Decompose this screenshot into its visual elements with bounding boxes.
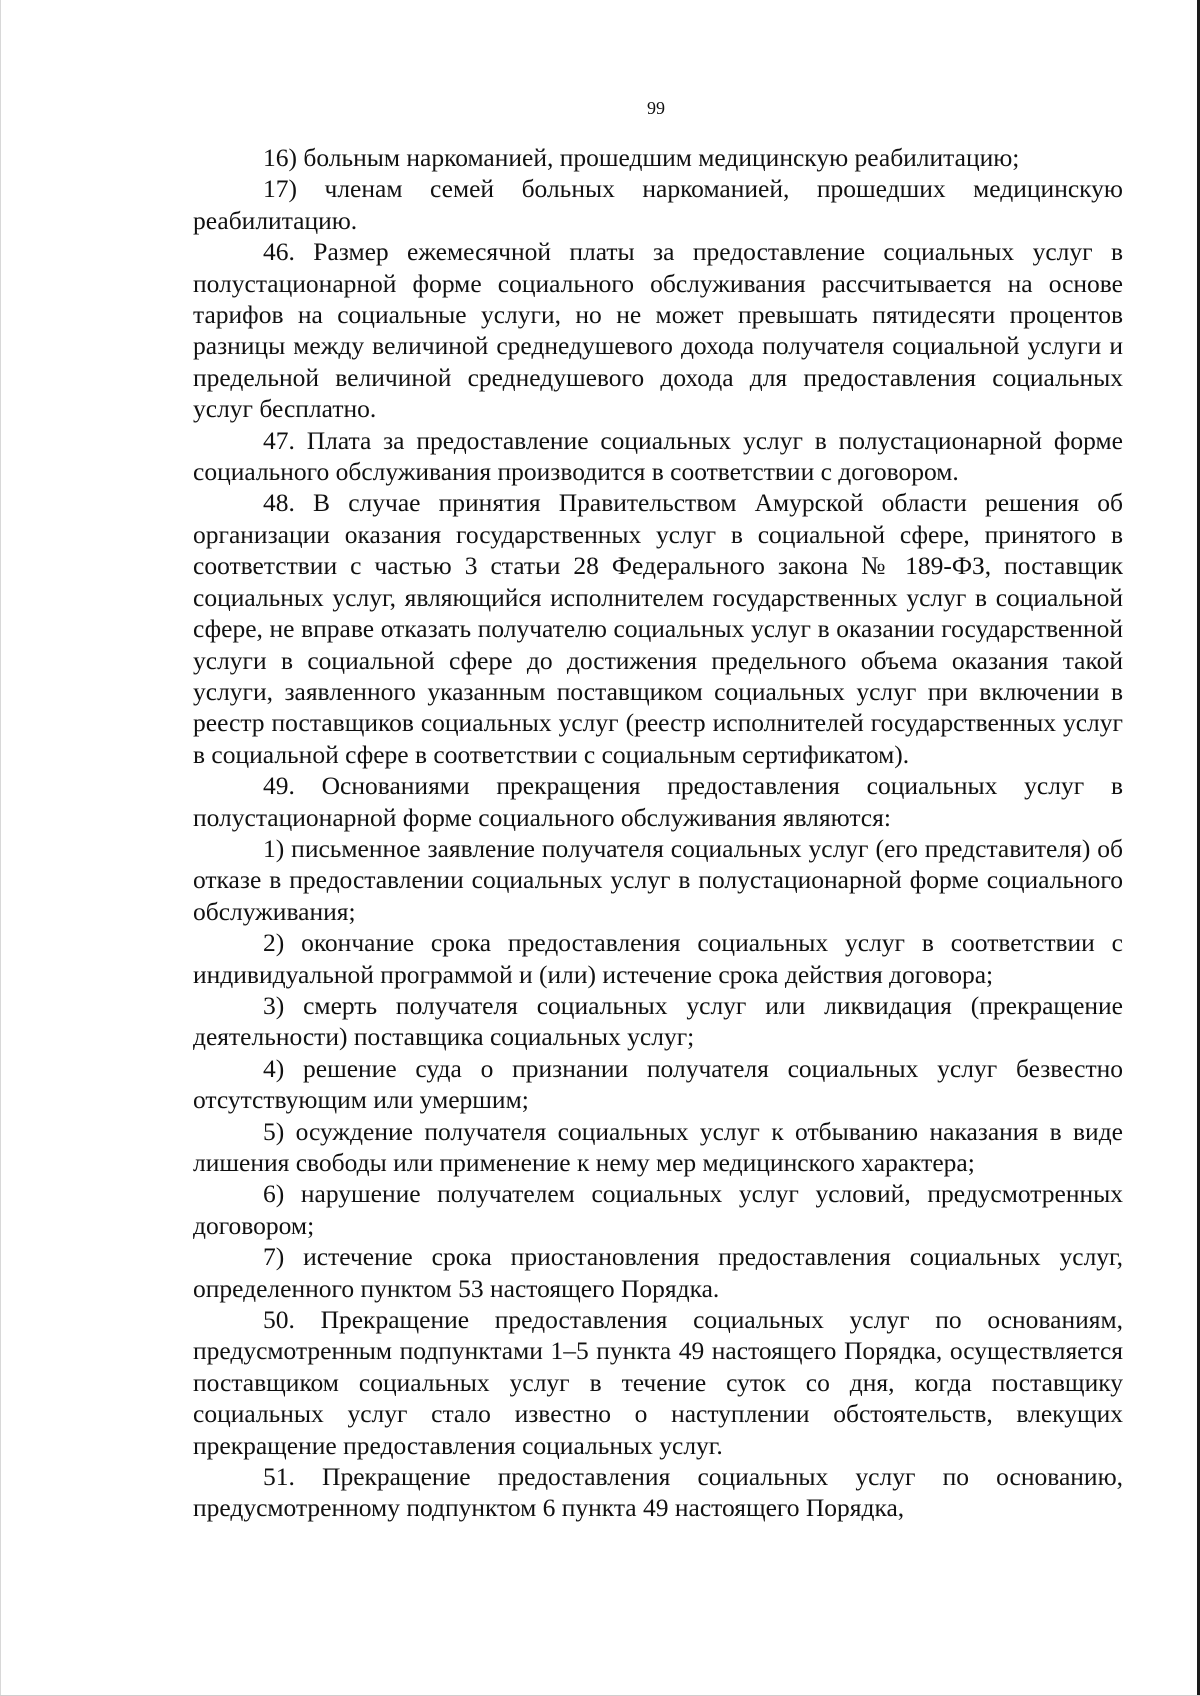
paragraph-clause-46: 46. Размер ежемесячной платы за предоставление социальных услуг в полустационарной форме социального обслуживания рассчитывается на основе тарифов на социальные услуги, но не может превышать пятидесяти процентов разницы между величиной среднедушевого дохода получателя социальной услуги и предельной величиной среднедушевого дохода для предоставления социальных услуг бесплатно. <box>193 237 1123 424</box>
paragraph-subitem-6: 6) нарушение получателем социальных услуг условий, предусмотренных договором; <box>193 1179 1123 1240</box>
document-body <box>193 142 1123 1524</box>
paragraph-subitem-5: 5) осуждение получателя социальных услуг к отбыванию наказания в виде лишения свободы или применение к нему мер медицинского характера; <box>193 1116 1123 1177</box>
paragraph-clause-51: 51. Прекращение предоставления социальных услуг по основанию, предусмотренному подпунктом 6 пункта 49 настоящего Порядка, <box>193 1462 1123 1523</box>
paragraph-clause-50: 50. Прекращение предоставления социальных услуг по основаниям, предусмотренным подпунктами 1–5 пункта 49 настоящего Порядка, осуществляется поставщиком социальных услуг в течение суток со дня, когда поставщику социальных услуг стало известно о наступлении обстоятельств, влекущих прекращение предоставления социальных услуг. <box>193 1305 1123 1460</box>
scan-edge-left <box>0 0 1 1696</box>
paragraph-item-17: 17) членам семей больных наркоманией, прошедших медицинскую реабилитацию. <box>193 174 1123 235</box>
paragraph-clause-48: 48. В случае принятия Правительством Амурской области решения об организации оказания государственных услуг в социальной сфере, принятого в соответствии с частью 3 статьи 28 Федерального закона № 189-ФЗ, поставщик социальных услуг, являющийся исполнителем государственных услуг в социальной сфере, не вправе отказать получателю социальных услуг в оказании государственной услуги в социальной сфере до достижения предельного объема оказания такой услуги, заявленного указанным поставщиком социальных услуг при включении в реестр поставщиков социальных услуг (реестр исполнителей государственных услуг в социальной сфере в соответствии с социальным сертификатом). <box>193 488 1123 769</box>
paragraph-subitem-2: 2) окончание срока предоставления социальных услуг в соответствии с индивидуальной программой и (или) истечение срока действия договора; <box>193 928 1123 989</box>
paragraph-clause-49: 49. Основаниями прекращения предоставления социальных услуг в полустационарной форме социального обслуживания являются: <box>193 771 1123 832</box>
page-number: 99 <box>647 98 665 118</box>
paragraph-subitem-1: 1) письменное заявление получателя социальных услуг (его представителя) об отказе в предоставлении социальных услуг в полустационарной форме социального обслуживания; <box>193 833 1123 926</box>
paragraph-subitem-3: 3) смерть получателя социальных услуг или ликвидация (прекращение деятельности) поставщика социальных услуг; <box>193 990 1123 1052</box>
paragraph-subitem-4: 4) решение суда о признании получателя социальных услуг безвестно отсутствующим или умершим; <box>193 1053 1123 1115</box>
paragraph-clause-47: 47. Плата за предоставление социальных услуг в полустационарной форме социального обслуживания производится в соответствии с договором. <box>193 425 1123 487</box>
paragraph-item-16: 16) больным наркоманией, прошедшим медицинскую реабилитацию; <box>263 143 1020 172</box>
paragraph-subitem-7: 7) истечение срока приостановления предоставления социальных услуг, определенного пунктом 53 настоящего Порядка. <box>193 1242 1123 1303</box>
